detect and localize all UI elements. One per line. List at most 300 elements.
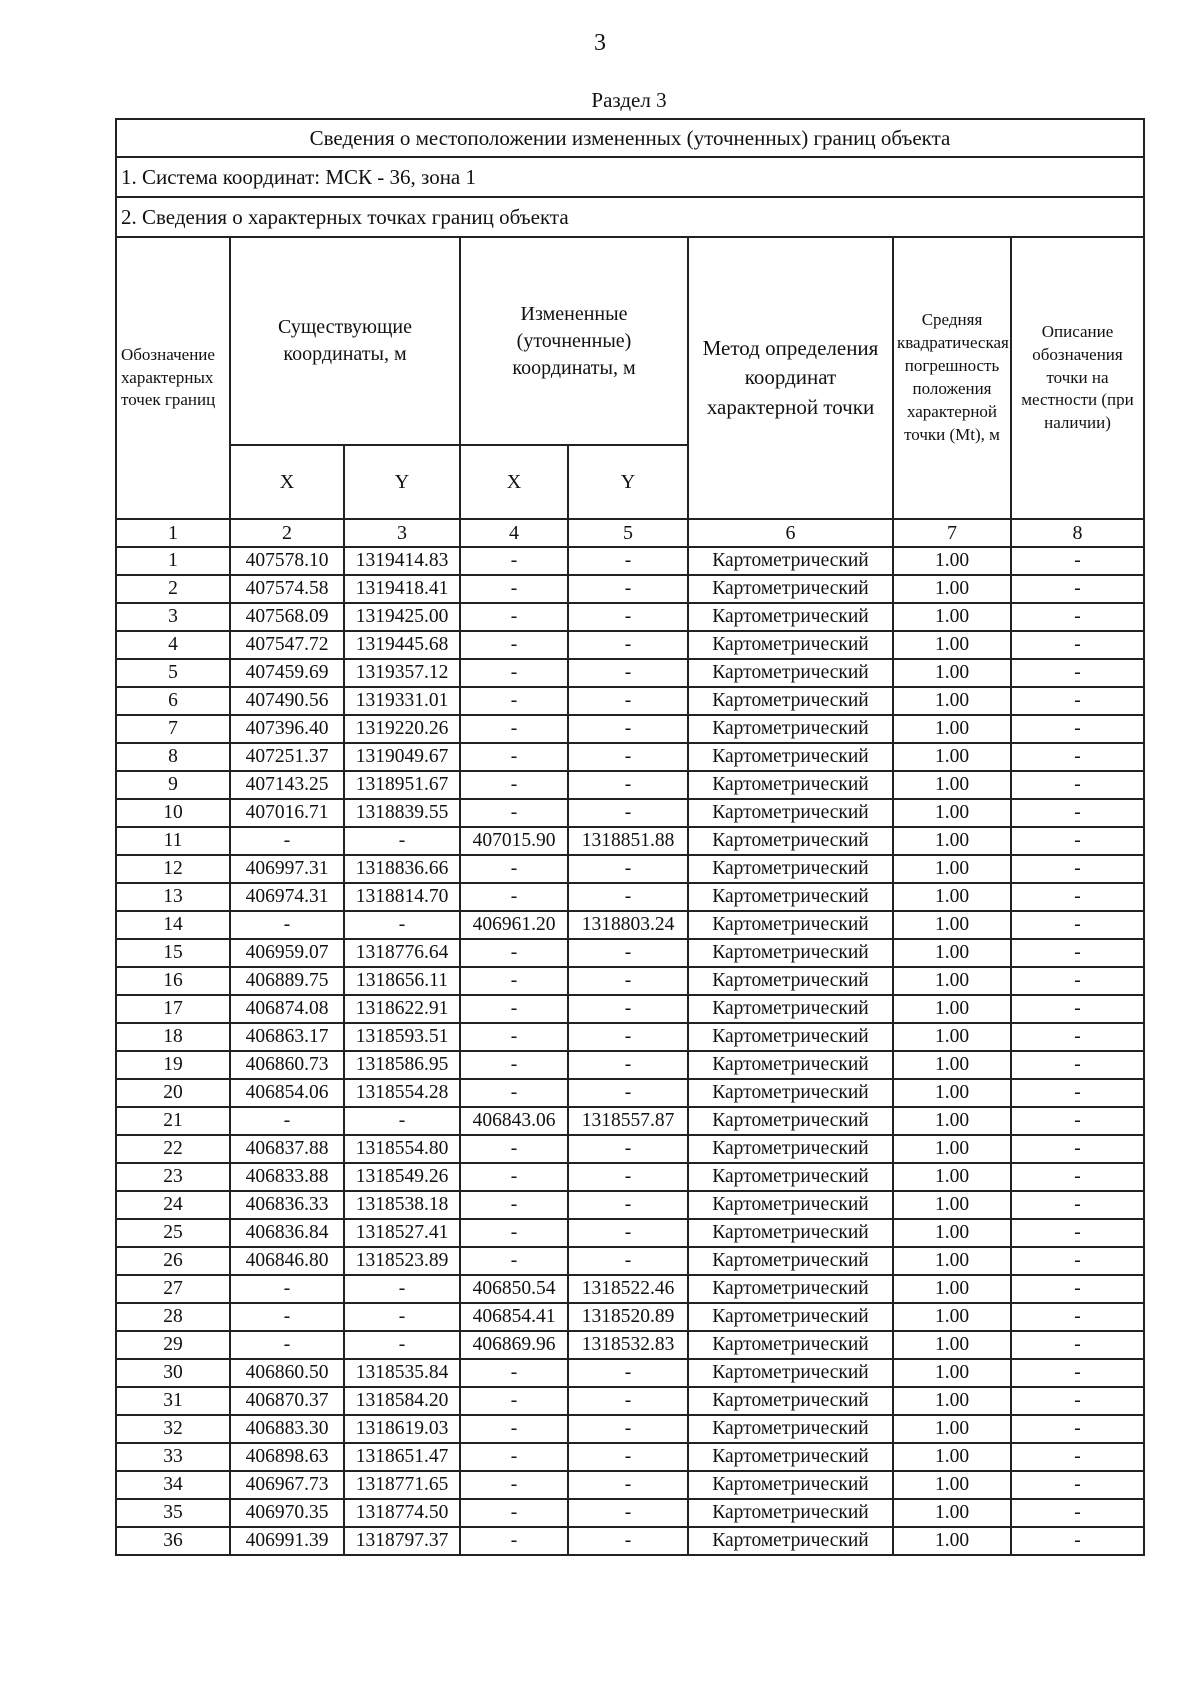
changed-x-cell: -	[460, 1163, 568, 1191]
changed-y-cell: -	[568, 1359, 688, 1387]
method-cell: Картометрический	[688, 1303, 893, 1331]
section-label: Раздел 3	[591, 88, 667, 112]
changed-y-cell: -	[568, 547, 688, 575]
table-row	[116, 1443, 1144, 1471]
changed-x-cell: -	[460, 743, 568, 771]
point-number-cell: 11	[116, 827, 230, 855]
changed-y-cell: -	[568, 1051, 688, 1079]
changed-y-cell: 1318851.88	[568, 827, 688, 855]
changed-y-cell: -	[568, 603, 688, 631]
point-number-cell: 3	[116, 603, 230, 631]
existing-x-cell: 406863.17	[230, 1023, 344, 1051]
mean-error-cell: 1.00	[893, 603, 1011, 631]
mean-error-cell: 1.00	[893, 715, 1011, 743]
description-cell: -	[1011, 1107, 1144, 1135]
existing-y-cell: 1318771.65	[344, 1471, 460, 1499]
method-cell: Картометрический	[688, 743, 893, 771]
mean-error-cell: 1.00	[893, 1023, 1011, 1051]
point-number-cell: 20	[116, 1079, 230, 1107]
point-number-cell: 7	[116, 715, 230, 743]
changed-x-cell: -	[460, 855, 568, 883]
changed-y-cell: 1318522.46	[568, 1275, 688, 1303]
boundary-points-table	[115, 118, 1145, 1556]
existing-x-cell: -	[230, 1331, 344, 1359]
existing-y-cell: 1319425.00	[344, 603, 460, 631]
mean-error-cell: 1.00	[893, 1359, 1011, 1387]
point-number-cell: 29	[116, 1331, 230, 1359]
table-row	[116, 603, 1144, 631]
point-number-cell: 33	[116, 1443, 230, 1471]
point-number-cell: 1	[116, 547, 230, 575]
table-row	[116, 631, 1144, 659]
mean-error-cell: 1.00	[893, 1051, 1011, 1079]
description-cell: -	[1011, 659, 1144, 687]
point-number-cell: 22	[116, 1135, 230, 1163]
header-error: Средняя квадратическая погрешность положения характерной точки (Mt), м	[893, 237, 1011, 519]
changed-y-cell: -	[568, 1163, 688, 1191]
changed-x-cell: -	[460, 939, 568, 967]
existing-y-cell: 1318776.64	[344, 939, 460, 967]
existing-x-cell: 406974.31	[230, 883, 344, 911]
mean-error-cell: 1.00	[893, 1527, 1011, 1555]
table-title: Сведения о местоположении измененных (уточненных) границ объекта	[116, 119, 1144, 157]
point-number-cell: 14	[116, 911, 230, 939]
existing-y-cell: -	[344, 827, 460, 855]
description-cell: -	[1011, 939, 1144, 967]
existing-x-cell: -	[230, 1275, 344, 1303]
existing-y-cell: 1318527.41	[344, 1219, 460, 1247]
table-row	[116, 827, 1144, 855]
existing-y-cell: -	[344, 1331, 460, 1359]
description-cell: -	[1011, 1303, 1144, 1331]
point-number-cell: 34	[116, 1471, 230, 1499]
existing-y-cell: 1318538.18	[344, 1191, 460, 1219]
column-number: 8	[1011, 519, 1144, 547]
existing-y-cell: 1318774.50	[344, 1499, 460, 1527]
changed-x-cell: -	[460, 631, 568, 659]
existing-x-cell: 406874.08	[230, 995, 344, 1023]
existing-y-cell: 1318839.55	[344, 799, 460, 827]
existing-y-cell: 1318651.47	[344, 1443, 460, 1471]
point-number-cell: 17	[116, 995, 230, 1023]
table-row	[116, 1527, 1144, 1555]
method-cell: Картометрический	[688, 939, 893, 967]
method-cell: Картометрический	[688, 715, 893, 743]
point-number-cell: 6	[116, 687, 230, 715]
existing-y-cell: -	[344, 1303, 460, 1331]
changed-y-cell: -	[568, 575, 688, 603]
changed-x-cell: -	[460, 1219, 568, 1247]
existing-x-cell: 406860.50	[230, 1359, 344, 1387]
method-cell: Картометрический	[688, 1163, 893, 1191]
point-number-cell: 2	[116, 575, 230, 603]
changed-y-cell: -	[568, 939, 688, 967]
changed-y-cell: -	[568, 799, 688, 827]
mean-error-cell: 1.00	[893, 1443, 1011, 1471]
changed-x-cell: -	[460, 1471, 568, 1499]
header-existing-x: X	[230, 445, 344, 519]
table-row	[116, 1079, 1144, 1107]
changed-y-cell: -	[568, 1387, 688, 1415]
changed-y-cell: -	[568, 1219, 688, 1247]
method-cell: Картометрический	[688, 1247, 893, 1275]
header-existing-coords: Существующие координаты, м	[230, 237, 460, 445]
changed-x-cell: -	[460, 995, 568, 1023]
table-row	[116, 1247, 1144, 1275]
existing-x-cell: 407459.69	[230, 659, 344, 687]
existing-y-cell: 1318584.20	[344, 1387, 460, 1415]
header-existing-y: Y	[344, 445, 460, 519]
changed-x-cell: -	[460, 1247, 568, 1275]
description-cell: -	[1011, 1387, 1144, 1415]
existing-x-cell: 406898.63	[230, 1443, 344, 1471]
description-cell: -	[1011, 1275, 1144, 1303]
mean-error-cell: 1.00	[893, 1471, 1011, 1499]
table-row	[116, 883, 1144, 911]
point-number-cell: 23	[116, 1163, 230, 1191]
header-method: Метод определения координат характерной точки	[688, 237, 893, 519]
changed-y-cell: -	[568, 1247, 688, 1275]
table-row	[116, 715, 1144, 743]
method-cell: Картометрический	[688, 883, 893, 911]
changed-y-cell: 1318532.83	[568, 1331, 688, 1359]
changed-x-cell: -	[460, 1499, 568, 1527]
changed-x-cell: -	[460, 1079, 568, 1107]
point-number-cell: 25	[116, 1219, 230, 1247]
description-cell: -	[1011, 827, 1144, 855]
mean-error-cell: 1.00	[893, 575, 1011, 603]
description-cell: -	[1011, 743, 1144, 771]
existing-x-cell: 406833.88	[230, 1163, 344, 1191]
point-number-cell: 12	[116, 855, 230, 883]
changed-y-cell: -	[568, 995, 688, 1023]
changed-x-cell: -	[460, 883, 568, 911]
mean-error-cell: 1.00	[893, 911, 1011, 939]
table-row	[116, 967, 1144, 995]
mean-error-cell: 1.00	[893, 1191, 1011, 1219]
mean-error-cell: 1.00	[893, 743, 1011, 771]
column-numbers-row	[116, 519, 1144, 547]
existing-x-cell: 406870.37	[230, 1387, 344, 1415]
existing-x-cell: -	[230, 827, 344, 855]
method-cell: Картометрический	[688, 771, 893, 799]
method-cell: Картометрический	[688, 1275, 893, 1303]
table-row	[116, 1135, 1144, 1163]
description-cell: -	[1011, 1219, 1144, 1247]
changed-x-cell: 406854.41	[460, 1303, 568, 1331]
mean-error-cell: 1.00	[893, 1163, 1011, 1191]
existing-x-cell: 407016.71	[230, 799, 344, 827]
changed-x-cell: 406869.96	[460, 1331, 568, 1359]
method-cell: Картометрический	[688, 799, 893, 827]
changed-x-cell: -	[460, 659, 568, 687]
existing-y-cell: -	[344, 1107, 460, 1135]
existing-x-cell: 406854.06	[230, 1079, 344, 1107]
page-number: 3	[594, 30, 606, 56]
point-number-cell: 21	[116, 1107, 230, 1135]
existing-y-cell: 1318554.80	[344, 1135, 460, 1163]
method-cell: Картометрический	[688, 1191, 893, 1219]
mean-error-cell: 1.00	[893, 1135, 1011, 1163]
description-cell: -	[1011, 855, 1144, 883]
existing-x-cell: 407574.58	[230, 575, 344, 603]
mean-error-cell: 1.00	[893, 547, 1011, 575]
mean-error-cell: 1.00	[893, 799, 1011, 827]
mean-error-cell: 1.00	[893, 827, 1011, 855]
mean-error-cell: 1.00	[893, 1247, 1011, 1275]
existing-y-cell: 1318836.66	[344, 855, 460, 883]
existing-y-cell: 1318586.95	[344, 1051, 460, 1079]
mean-error-cell: 1.00	[893, 1415, 1011, 1443]
existing-x-cell: 407396.40	[230, 715, 344, 743]
column-number: 4	[460, 519, 568, 547]
existing-y-cell: -	[344, 911, 460, 939]
point-number-cell: 13	[116, 883, 230, 911]
table-row	[116, 855, 1144, 883]
header-point-designation: Обозначение характерных точек границ	[116, 237, 230, 519]
existing-x-cell: -	[230, 1303, 344, 1331]
existing-x-cell: 406991.39	[230, 1527, 344, 1555]
description-cell: -	[1011, 1471, 1144, 1499]
existing-y-cell: 1319049.67	[344, 743, 460, 771]
header-changed-y: Y	[568, 445, 688, 519]
table-row	[116, 1499, 1144, 1527]
table-row	[116, 1191, 1144, 1219]
existing-y-cell: 1319357.12	[344, 659, 460, 687]
changed-x-cell: -	[460, 967, 568, 995]
column-number: 6	[688, 519, 893, 547]
table-row	[116, 1219, 1144, 1247]
changed-y-cell: -	[568, 1415, 688, 1443]
mean-error-cell: 1.00	[893, 687, 1011, 715]
table-row	[116, 1387, 1144, 1415]
existing-y-cell: 1318797.37	[344, 1527, 460, 1555]
table-row	[116, 1331, 1144, 1359]
point-number-cell: 10	[116, 799, 230, 827]
mean-error-cell: 1.00	[893, 883, 1011, 911]
changed-y-cell: -	[568, 1023, 688, 1051]
changed-y-cell: -	[568, 1443, 688, 1471]
changed-y-cell: -	[568, 1079, 688, 1107]
mean-error-cell: 1.00	[893, 1079, 1011, 1107]
table-row	[116, 1275, 1144, 1303]
existing-y-cell: 1318523.89	[344, 1247, 460, 1275]
changed-x-cell: -	[460, 1359, 568, 1387]
column-number: 1	[116, 519, 230, 547]
method-cell: Картометрический	[688, 1107, 893, 1135]
mean-error-cell: 1.00	[893, 939, 1011, 967]
changed-x-cell: -	[460, 547, 568, 575]
table-row	[116, 1359, 1144, 1387]
changed-y-cell: -	[568, 771, 688, 799]
changed-x-cell: -	[460, 1387, 568, 1415]
description-cell: -	[1011, 687, 1144, 715]
description-cell: -	[1011, 1415, 1144, 1443]
existing-y-cell: 1319331.01	[344, 687, 460, 715]
existing-y-cell: 1318549.26	[344, 1163, 460, 1191]
mean-error-cell: 1.00	[893, 1387, 1011, 1415]
changed-y-cell: -	[568, 1471, 688, 1499]
table-row	[116, 1471, 1144, 1499]
description-cell: -	[1011, 1247, 1144, 1275]
point-number-cell: 18	[116, 1023, 230, 1051]
changed-y-cell: -	[568, 967, 688, 995]
existing-x-cell: -	[230, 1107, 344, 1135]
description-cell: -	[1011, 1331, 1144, 1359]
changed-y-cell: -	[568, 883, 688, 911]
existing-x-cell: 407251.37	[230, 743, 344, 771]
mean-error-cell: 1.00	[893, 631, 1011, 659]
header-description: Описание обозначения точки на местности (при наличии)	[1011, 237, 1144, 519]
changed-x-cell: -	[460, 1023, 568, 1051]
changed-x-cell: 406843.06	[460, 1107, 568, 1135]
existing-y-cell: 1318554.28	[344, 1079, 460, 1107]
existing-y-cell: 1318814.70	[344, 883, 460, 911]
method-cell: Картометрический	[688, 1415, 893, 1443]
existing-y-cell: 1319445.68	[344, 631, 460, 659]
description-cell: -	[1011, 715, 1144, 743]
description-cell: -	[1011, 1079, 1144, 1107]
existing-x-cell: 406837.88	[230, 1135, 344, 1163]
method-cell: Картометрический	[688, 855, 893, 883]
existing-x-cell: 406889.75	[230, 967, 344, 995]
changed-x-cell: -	[460, 771, 568, 799]
table-row	[116, 995, 1144, 1023]
method-cell: Картометрический	[688, 1443, 893, 1471]
description-cell: -	[1011, 799, 1144, 827]
changed-y-cell: 1318557.87	[568, 1107, 688, 1135]
point-number-cell: 4	[116, 631, 230, 659]
method-cell: Картометрический	[688, 1219, 893, 1247]
point-number-cell: 30	[116, 1359, 230, 1387]
method-cell: Картометрический	[688, 995, 893, 1023]
existing-x-cell: 407143.25	[230, 771, 344, 799]
column-number: 7	[893, 519, 1011, 547]
changed-x-cell: 406961.20	[460, 911, 568, 939]
method-cell: Картометрический	[688, 631, 893, 659]
changed-x-cell: -	[460, 1135, 568, 1163]
changed-x-cell: 406850.54	[460, 1275, 568, 1303]
changed-y-cell: -	[568, 1527, 688, 1555]
mean-error-cell: 1.00	[893, 1331, 1011, 1359]
changed-x-cell: -	[460, 1527, 568, 1555]
description-cell: -	[1011, 1359, 1144, 1387]
mean-error-cell: 1.00	[893, 1303, 1011, 1331]
method-cell: Картометрический	[688, 1051, 893, 1079]
table-row	[116, 575, 1144, 603]
method-cell: Картометрический	[688, 659, 893, 687]
mean-error-cell: 1.00	[893, 855, 1011, 883]
header-changed-x: X	[460, 445, 568, 519]
changed-y-cell: -	[568, 687, 688, 715]
changed-x-cell: -	[460, 715, 568, 743]
point-number-cell: 9	[116, 771, 230, 799]
existing-y-cell: 1319414.83	[344, 547, 460, 575]
existing-x-cell: 406959.07	[230, 939, 344, 967]
mean-error-cell: 1.00	[893, 1107, 1011, 1135]
mean-error-cell: 1.00	[893, 659, 1011, 687]
changed-y-cell: -	[568, 1191, 688, 1219]
description-cell: -	[1011, 1499, 1144, 1527]
existing-y-cell: 1318619.03	[344, 1415, 460, 1443]
point-number-cell: 28	[116, 1303, 230, 1331]
existing-x-cell: 407490.56	[230, 687, 344, 715]
existing-y-cell: 1318535.84	[344, 1359, 460, 1387]
point-number-cell: 8	[116, 743, 230, 771]
column-number: 2	[230, 519, 344, 547]
point-number-cell: 35	[116, 1499, 230, 1527]
method-cell: Картометрический	[688, 575, 893, 603]
point-number-cell: 24	[116, 1191, 230, 1219]
changed-y-cell: 1318803.24	[568, 911, 688, 939]
mean-error-cell: 1.00	[893, 771, 1011, 799]
existing-x-cell: 406860.73	[230, 1051, 344, 1079]
changed-y-cell: -	[568, 715, 688, 743]
method-cell: Картометрический	[688, 1471, 893, 1499]
existing-y-cell: 1318951.67	[344, 771, 460, 799]
description-cell: -	[1011, 1191, 1144, 1219]
table-row	[116, 687, 1144, 715]
changed-y-cell: -	[568, 1499, 688, 1527]
existing-y-cell: 1318622.91	[344, 995, 460, 1023]
mean-error-cell: 1.00	[893, 995, 1011, 1023]
existing-y-cell: -	[344, 1275, 460, 1303]
existing-x-cell: 406836.33	[230, 1191, 344, 1219]
existing-y-cell: 1319220.26	[344, 715, 460, 743]
description-cell: -	[1011, 1023, 1144, 1051]
changed-y-cell: 1318520.89	[568, 1303, 688, 1331]
existing-x-cell: 406846.80	[230, 1247, 344, 1275]
method-cell: Картометрический	[688, 1359, 893, 1387]
changed-x-cell: -	[460, 575, 568, 603]
changed-y-cell: -	[568, 631, 688, 659]
description-cell: -	[1011, 995, 1144, 1023]
table-row	[116, 799, 1144, 827]
table-row	[116, 1051, 1144, 1079]
point-number-cell: 5	[116, 659, 230, 687]
method-cell: Картометрический	[688, 967, 893, 995]
description-cell: -	[1011, 771, 1144, 799]
mean-error-cell: 1.00	[893, 1275, 1011, 1303]
points-heading: 2. Сведения о характерных точках границ объекта	[116, 197, 1144, 237]
header-changed-coords: Измененные (уточненные) координаты, м	[460, 237, 688, 445]
column-number: 3	[344, 519, 460, 547]
table-row	[116, 547, 1144, 575]
method-cell: Картометрический	[688, 1387, 893, 1415]
existing-x-cell: 406883.30	[230, 1415, 344, 1443]
method-cell: Картометрический	[688, 1499, 893, 1527]
description-cell: -	[1011, 575, 1144, 603]
method-cell: Картометрический	[688, 911, 893, 939]
point-number-cell: 16	[116, 967, 230, 995]
description-cell: -	[1011, 631, 1144, 659]
changed-x-cell: -	[460, 1415, 568, 1443]
changed-y-cell: -	[568, 743, 688, 771]
changed-y-cell: -	[568, 1135, 688, 1163]
description-cell: -	[1011, 547, 1144, 575]
point-number-cell: 32	[116, 1415, 230, 1443]
description-cell: -	[1011, 1051, 1144, 1079]
existing-y-cell: 1318593.51	[344, 1023, 460, 1051]
existing-y-cell: 1319418.41	[344, 575, 460, 603]
description-cell: -	[1011, 967, 1144, 995]
existing-x-cell: 406967.73	[230, 1471, 344, 1499]
existing-x-cell: 406836.84	[230, 1219, 344, 1247]
table-row	[116, 771, 1144, 799]
changed-x-cell: -	[460, 1443, 568, 1471]
existing-x-cell: 407578.10	[230, 547, 344, 575]
point-number-cell: 19	[116, 1051, 230, 1079]
